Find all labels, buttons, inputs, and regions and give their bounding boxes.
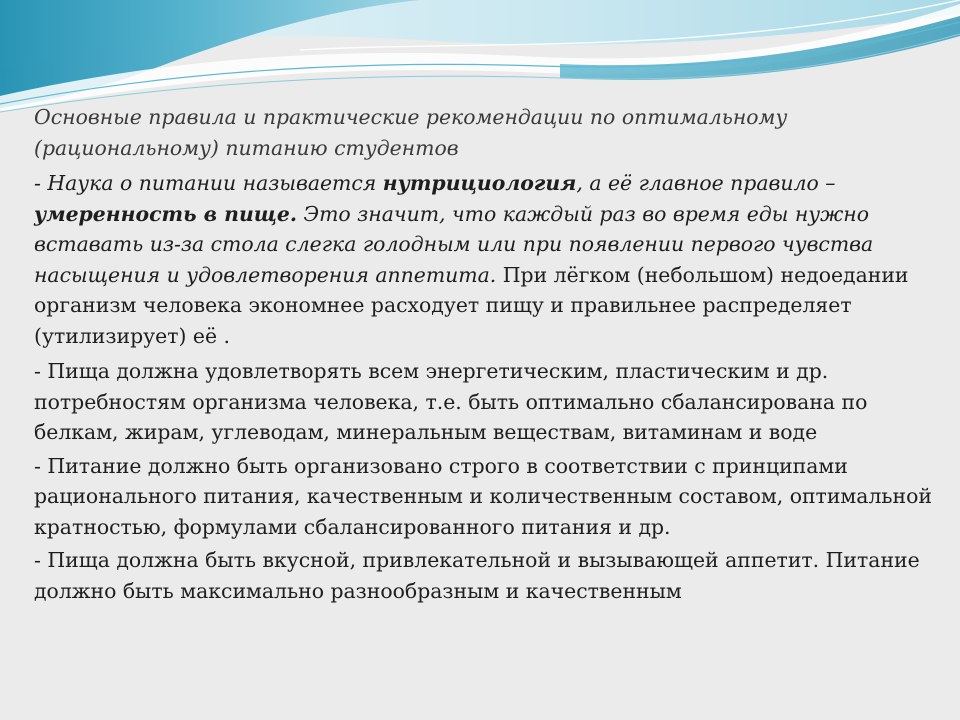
paragraph-organized-nutrition: - Питание должно быть организовано строго в соответствии с принципами рационального питания, качественным и количественным составом, оптимальной кратностью, формулами сбалансированного питания и др. xyxy=(34,453,932,539)
paragraph-balanced-food: - Пища должна удовлетворять всем энергетическим, пластическим и др. потребностям организма человека, т.е. быть оптимально сбалансирована по белкам, жирам, углеводам, минеральным веществам, витаминам и воде xyxy=(34,359,868,444)
term-nutriciology: нутрициология xyxy=(382,171,577,195)
paragraph-tasty-food: - Пища должна быть вкусной, привлекательной и вызывающей аппетит. Питание должно быть максимально разнообразным и качественным xyxy=(34,548,920,603)
para1-rest-plain: При лёгком (небольшом) недоедании организм человека экономнее расходует пищу и правильнее распределяет (утилизирует) её . xyxy=(34,262,909,348)
slide-content xyxy=(34,102,948,606)
paragraph-nutrition-science xyxy=(34,168,948,351)
para1-rest-italic: Это значит, что каждый раз во время еды нужно вставать из-за стола слегка голодным или при появлении первого чувства насыщения и удовлетворения аппетита. xyxy=(34,201,874,287)
para1-intro: - Наука о питании называется xyxy=(34,171,383,195)
slide-title: Основные правила и практические рекомендации по оптимальному (рациональному) питанию студентов xyxy=(34,105,788,160)
para1-mid: , а её главное правило – xyxy=(576,171,836,195)
term-moderation: умеренность в пище. xyxy=(34,201,297,226)
